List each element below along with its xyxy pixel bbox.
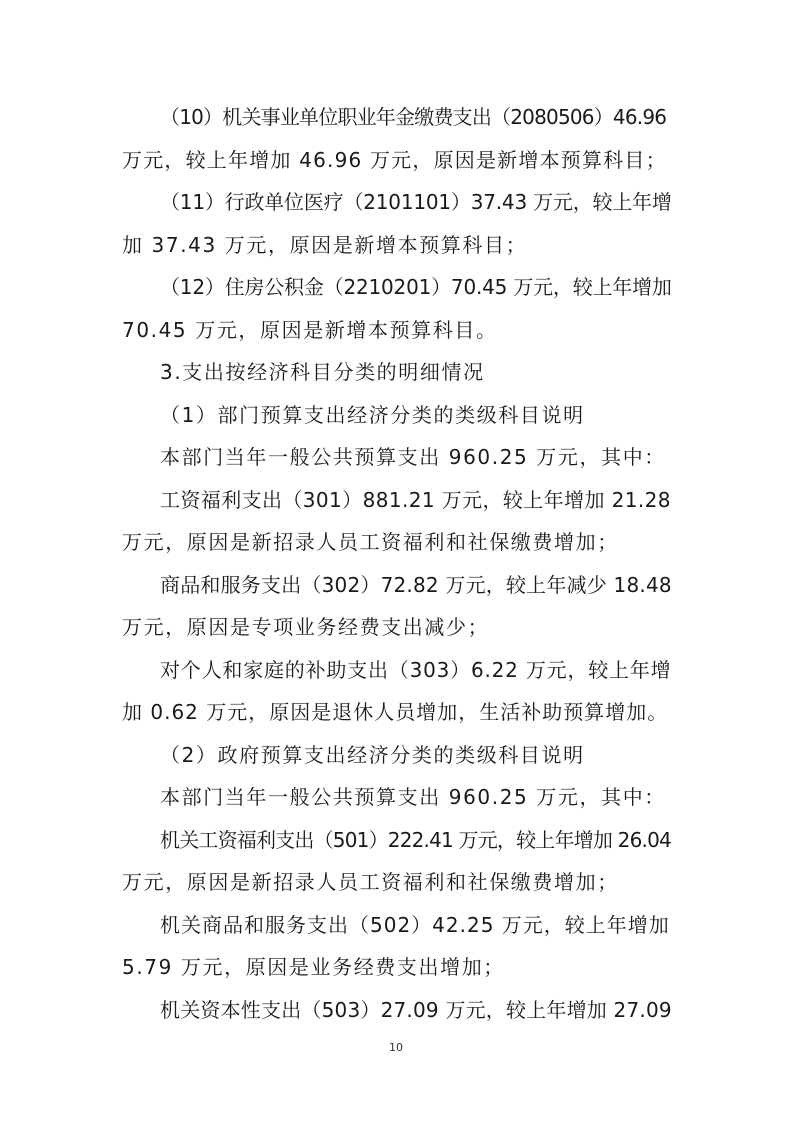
- paragraph-line: 机关商品和服务支出（502）42.25 万元，较上年增加: [160, 913, 670, 937]
- paragraph-line: 万元，原因是新招录人员工资福利和社保缴费增加；: [122, 870, 619, 894]
- paragraph-line: 加 0.62 万元，原因是退休人员增加，生活补助预算增加。: [122, 700, 669, 724]
- paragraph-line: 工资福利支出（301）881.21 万元，较上年增加 21.28: [160, 488, 671, 512]
- paragraph-line: 万元，原因是专项业务经费支出减少；: [122, 615, 490, 639]
- subsection-heading: （1）部门预算支出经济分类的类级科目说明: [160, 403, 585, 427]
- section-heading: 3.支出按经济科目分类的明细情况: [160, 360, 485, 384]
- paragraph-line: 70.45 万元，原因是新增本预算科目。: [122, 318, 498, 342]
- paragraph-line: 对个人和家庭的补助支出（303）6.22 万元，较上年增: [160, 658, 672, 682]
- subsection-heading: （2）政府预算支出经济分类的类级科目说明: [160, 743, 585, 767]
- paragraph-line: 本部门当年一般公共预算支出 960.25 万元，其中：: [160, 785, 666, 809]
- paragraph-line: 机关资本性支出（503）27.09 万元，较上年增加 27.09: [160, 998, 672, 1022]
- paragraph-line: （12）住房公积金（2210201）70.45 万元，较上年增加: [160, 275, 672, 299]
- paragraph-line: 万元，较上年增加 46.96 万元，原因是新增本预算科目；: [122, 148, 667, 172]
- paragraph-line: （11）行政单位医疗（2101101）37.43 万元，较上年增: [160, 190, 672, 214]
- paragraph-line: 本部门当年一般公共预算支出 960.25 万元，其中：: [160, 445, 666, 469]
- paragraph-line: （10）机关事业单位职业年金缴费支出（2080506）46.96: [160, 105, 667, 129]
- paragraph-line: 万元，原因是新招录人员工资福利和社保缴费增加；: [122, 530, 619, 554]
- paragraph-line: 机关工资福利支出（501）222.41 万元，较上年增加 26.04: [160, 828, 671, 852]
- paragraph-line: 商品和服务支出（302）72.82 万元，较上年减少 18.48: [160, 573, 672, 597]
- paragraph-line: 5.79 万元，原因是业务经费支出增加；: [122, 955, 505, 979]
- paragraph-line: 加 37.43 万元，原因是新增本预算科目；: [122, 233, 528, 257]
- page-number: 10: [389, 1041, 403, 1054]
